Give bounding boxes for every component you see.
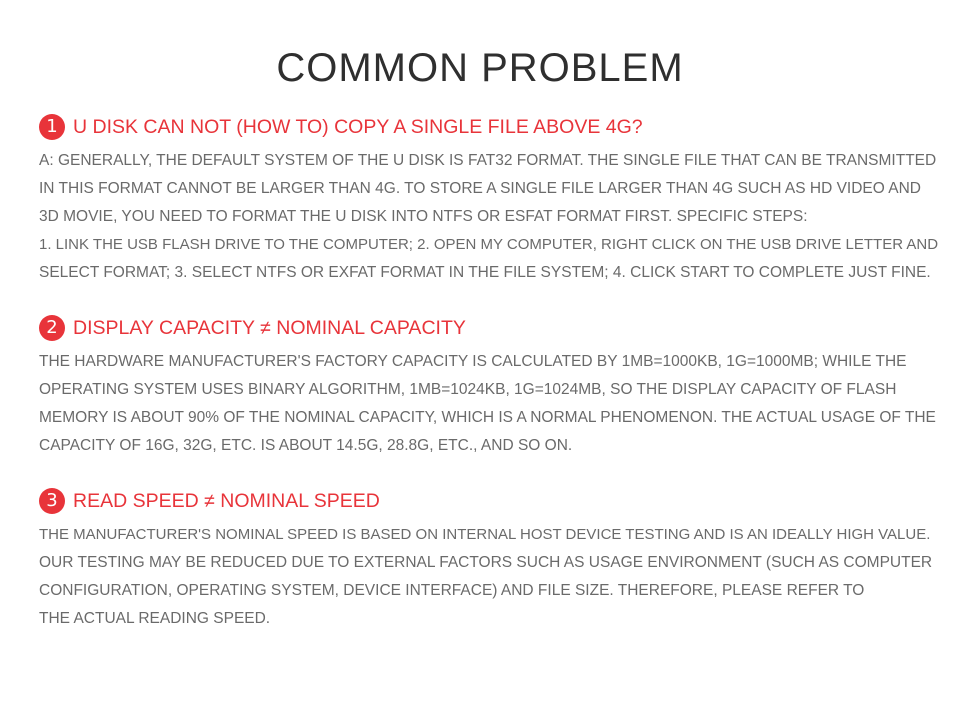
answer-line: A: GENERALLY, THE DEFAULT SYSTEM OF THE U DISK IS FAT32 FORMAT. THE SINGLE FILE THAT CAN BE TRANSMITTED [39,152,937,169]
faq-section-2 [39,312,939,460]
answer-line: THE ACTUAL READING SPEED. [39,610,271,627]
faq-question-3: READ SPEED ≠ NOMINAL SPEED [73,490,380,512]
faq-heading-2 [39,312,939,344]
faq-answer-1 [39,147,939,287]
answer-line: IN THIS FORMAT CANNOT BE LARGER THAN 4G. TO STORE A SINGLE FILE LARGER THAN 4G SUCH AS HD VIDEO AND [39,180,921,197]
answer-line: CAPACITY OF 16G, 32G, ETC. IS ABOUT 14.5G, 28.8G, ETC., AND SO ON. [39,437,573,454]
faq-answer-3 [39,521,939,633]
answer-line: 1. LINK THE USB FLASH DRIVE TO THE COMPUTER; 2. OPEN MY COMPUTER, RIGHT CLICK ON THE USB DRIVE LETTER AND [39,236,939,253]
faq-heading-1 [39,111,939,143]
answer-line: THE MANUFACTURER'S NOMINAL SPEED IS BASED ON INTERNAL HOST DEVICE TESTING AND IS AN IDEALLY HIGH VALUE. [39,526,931,543]
faq-answer-2 [39,348,939,460]
faq-section-1 [39,111,939,287]
answer-line: SELECT FORMAT; 3. SELECT NTFS OR EXFAT FORMAT IN THE FILE SYSTEM; 4. CLICK START TO COMPLETE JUST FINE. [39,264,931,281]
faq-heading-3 [39,485,939,517]
number-badge-1: 1 [39,114,65,140]
page-title: COMMON PROBLEM [276,46,684,90]
number-badge-3: 3 [39,488,65,514]
answer-line: THE HARDWARE MANUFACTURER'S FACTORY CAPACITY IS CALCULATED BY 1MB=1000KB, 1G=1000MB; WHILE THE [39,353,907,370]
number-badge-2: 2 [39,315,65,341]
faq-question-2: DISPLAY CAPACITY ≠ NOMINAL CAPACITY [73,317,466,339]
answer-line: OUR TESTING MAY BE REDUCED DUE TO EXTERNAL FACTORS SUCH AS USAGE ENVIRONMENT (SUCH AS COMPUTER [39,554,933,571]
faq-question-1: U DISK CAN NOT (HOW TO) COPY A SINGLE FILE ABOVE 4G? [73,116,643,138]
answer-line: CONFIGURATION, OPERATING SYSTEM, DEVICE INTERFACE) AND FILE SIZE. THEREFORE, PLEASE REFER TO [39,582,865,599]
faq-section-3 [39,485,939,633]
answer-line: MEMORY IS ABOUT 90% OF THE NOMINAL CAPACITY, WHICH IS A NORMAL PHENOMENON. THE ACTUAL USAGE OF THE [39,409,936,426]
answer-line: 3D MOVIE, YOU NEED TO FORMAT THE U DISK INTO NTFS OR ESFAT FORMAT FIRST. SPECIFIC STEPS: [39,208,808,225]
answer-line: OPERATING SYSTEM USES BINARY ALGORITHM, 1MB=1024KB, 1G=1024MB, SO THE DISPLAY CAPACITY OF FLASH [39,381,897,398]
